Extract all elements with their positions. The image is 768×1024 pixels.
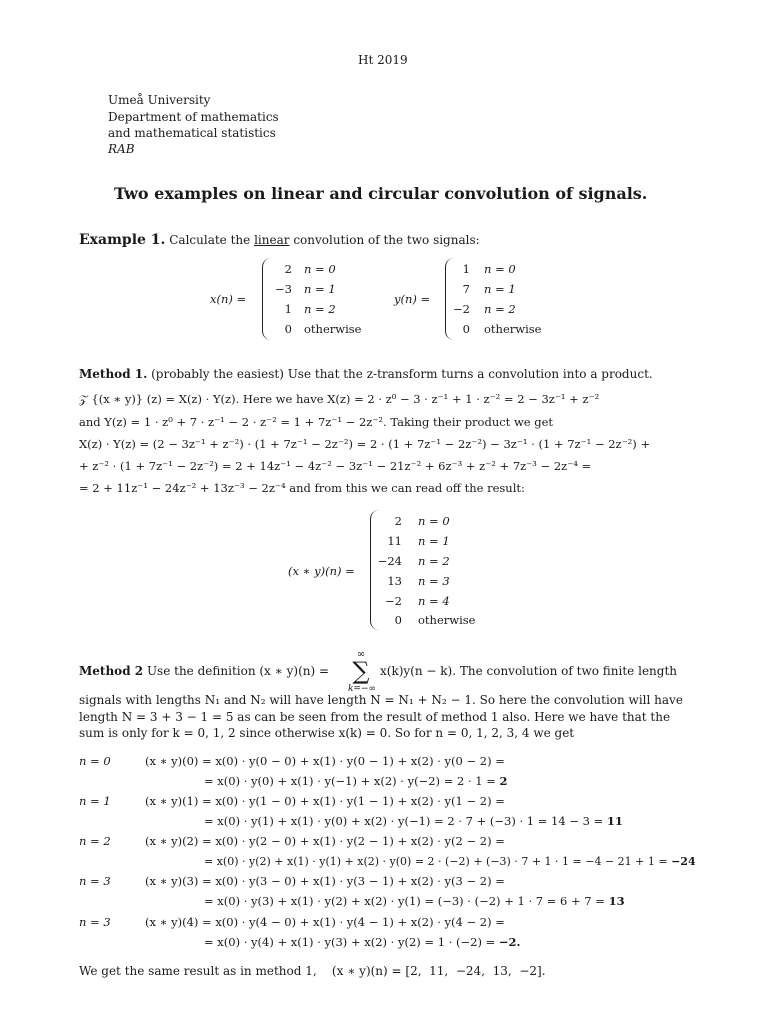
x-brace: [262, 258, 271, 340]
step-index: n = 0: [79, 754, 111, 768]
step-line: = x(0) · y(1) + x(1) · y(0) + x(2) · y(−1) = 2 · 7 + (−3) · 1 = 14 − 3 = 11: [204, 814, 623, 828]
case-cond: otherwise: [418, 613, 476, 627]
case-value: −24: [377, 554, 402, 568]
case-value: 11: [387, 534, 402, 548]
case-value: 0: [284, 322, 292, 336]
step-line: = x(0) · y(4) + x(1) · y(3) + x(2) · y(2) = 1 · (−2) = −2.: [204, 935, 521, 949]
derivation-line: X(z) · Y(z) = (2 − 3z⁻¹ + z⁻²) · (1 + 7z⁻¹ − 2z⁻²) = 2 · (1 + 7z⁻¹ − 2z⁻²) − 3z⁻¹ · (1 + 7z⁻¹ − 2z⁻²) +: [79, 437, 651, 451]
case-value: 13: [387, 574, 402, 588]
definition-pre: Use the definition (x ∗ y)(n) =: [146, 664, 330, 678]
case-value: 2: [284, 262, 292, 276]
step-line: (x ∗ y)(2) = x(0) · y(2 − 0) + x(1) · y(2 − 1) + x(2) · y(2 − 2) =: [145, 834, 505, 848]
case-value: 0: [462, 322, 470, 336]
method1-label: Method 1.: [79, 367, 148, 381]
example1-intro: [79, 233, 480, 247]
affiliation-line: Department of mathematics: [108, 110, 279, 124]
sum-upper-limit: ∞: [356, 649, 366, 660]
derivation-line: + z⁻² · (1 + 7z⁻¹ − 2z⁻²) = 2 + 14z⁻¹ − 4z⁻² − 3z⁻¹ − 21z⁻² + 6z⁻³ + z⁻² + 7z⁻³ − 2z⁻⁴ =: [79, 459, 592, 473]
example1-label: Example 1.: [79, 232, 166, 248]
intro-post: convolution of the two signals:: [293, 233, 480, 247]
case-value: 0: [394, 613, 402, 627]
step-line: (x ∗ y)(3) = x(0) · y(3 − 0) + x(1) · y(3 − 1) + x(2) · y(3 − 2) =: [145, 874, 505, 888]
method2-heading: [79, 665, 329, 677]
paragraph-line: signals with lengths N₁ and N₂ will have length N = N₁ + N₂ − 1. So here the convolution will have: [79, 693, 683, 707]
conclusion: We get the same result as in method 1, (x ∗ y)(n) = [2, 11, −24, 13, −2].: [79, 964, 546, 978]
affiliation-line: Umeå University: [108, 93, 211, 107]
step-line: = x(0) · y(2) + x(1) · y(1) + x(2) · y(0) = 2 · (−2) + (−3) · 7 + 1 · 1 = −4 − 21 + 1 = −24: [204, 855, 696, 868]
page-title: Two examples on linear and circular convolution of signals.: [114, 184, 648, 203]
author-initials: RAB: [108, 142, 135, 156]
case-cond: n = 2: [304, 302, 336, 316]
case-cond: n = 2: [418, 554, 450, 568]
step-result: 11: [606, 814, 623, 828]
intro-emph: linear: [254, 233, 290, 247]
case-cond: n = 2: [484, 302, 516, 316]
step-index: n = 2: [79, 834, 111, 848]
method1-text: (probably the easiest) Use that the z-transform turns a convolution into a product.: [151, 367, 653, 381]
case-value: −3: [275, 282, 292, 296]
case-cond: n = 3: [418, 574, 450, 588]
y-signal-name: y(n) =: [394, 292, 431, 306]
result-brace: [370, 510, 379, 630]
case-cond: n = 0: [418, 514, 450, 528]
case-value: −2: [453, 302, 470, 316]
case-cond: n = 1: [484, 282, 516, 296]
sum-symbol: ∑: [352, 657, 370, 685]
step-result: −24: [671, 855, 696, 868]
definition-post: x(k)y(n − k). The convolution of two finite length: [380, 664, 677, 678]
step-result: 13: [608, 894, 625, 908]
step-line: = x(0) · y(3) + x(1) · y(2) + x(2) · y(1) = (−3) · (−2) + 1 · 7 = 6 + 7 = 13: [204, 894, 625, 908]
case-value: −2: [385, 594, 402, 608]
case-cond: n = 1: [304, 282, 336, 296]
case-value: 1: [462, 262, 470, 276]
derivation-line: 𝒵 {(x ∗ y)} (z) = X(z) · Y(z). Here we have X(z) = 2 · z⁰ − 3 · z⁻¹ + 1 · z⁻² = 2 − 3z⁻¹ + z⁻²: [79, 392, 600, 406]
intro-pre: Calculate the: [169, 233, 251, 247]
case-value: 2: [394, 514, 402, 528]
derivation-line: = 2 + 11z⁻¹ − 24z⁻² + 13z⁻³ − 2z⁻⁴ and from this we can read off the result:: [79, 481, 525, 495]
result-name: (x ∗ y)(n) =: [288, 564, 355, 578]
x-signal-name: x(n) =: [210, 292, 247, 306]
case-cond: otherwise: [484, 322, 542, 336]
sum-lower-limit: k=−∞: [347, 684, 377, 694]
step-result: −2.: [498, 935, 521, 949]
step-result: 2: [499, 774, 508, 788]
case-cond: otherwise: [304, 322, 362, 336]
step-line: = x(0) · y(0) + x(1) · y(−1) + x(2) · y(−2) = 2 · 1 = 2: [204, 774, 508, 788]
case-cond: n = 1: [418, 534, 450, 548]
term-label: Ht 2019: [358, 53, 408, 67]
paragraph-line: sum is only for k = 0, 1, 2 since otherwise x(k) = 0. So for n = 0, 1, 2, 3, 4 we get: [79, 726, 575, 740]
step-line: (x ∗ y)(0) = x(0) · y(0 − 0) + x(1) · y(0 − 1) + x(2) · y(0 − 2) =: [145, 754, 505, 768]
affiliation-line: and mathematical statistics: [108, 126, 276, 140]
step-index: n = 3: [79, 874, 111, 888]
step-line: (x ∗ y)(4) = x(0) · y(4 − 0) + x(1) · y(4 − 1) + x(2) · y(4 − 2) =: [145, 915, 505, 929]
method1-heading: [79, 368, 653, 380]
derivation-line: and Y(z) = 1 · z⁰ + 7 · z⁻¹ − 2 · z⁻² = 1 + 7z⁻¹ − 2z⁻². Taking their product we get: [79, 415, 554, 429]
step-index: n = 1: [79, 794, 111, 808]
case-cond: n = 4: [418, 594, 450, 608]
case-value: 1: [284, 302, 292, 316]
step-index: n = 3: [79, 915, 111, 929]
case-cond: n = 0: [484, 262, 516, 276]
case-cond: n = 0: [304, 262, 336, 276]
step-line: (x ∗ y)(1) = x(0) · y(1 − 0) + x(1) · y(1 − 1) + x(2) · y(1 − 2) =: [145, 794, 505, 808]
method2-label: Method 2: [79, 664, 144, 678]
paragraph-line: length N = 3 + 3 − 1 = 5 as can be seen from the result of method 1 also. Here we have that the: [79, 710, 671, 724]
case-value: 7: [462, 282, 470, 296]
